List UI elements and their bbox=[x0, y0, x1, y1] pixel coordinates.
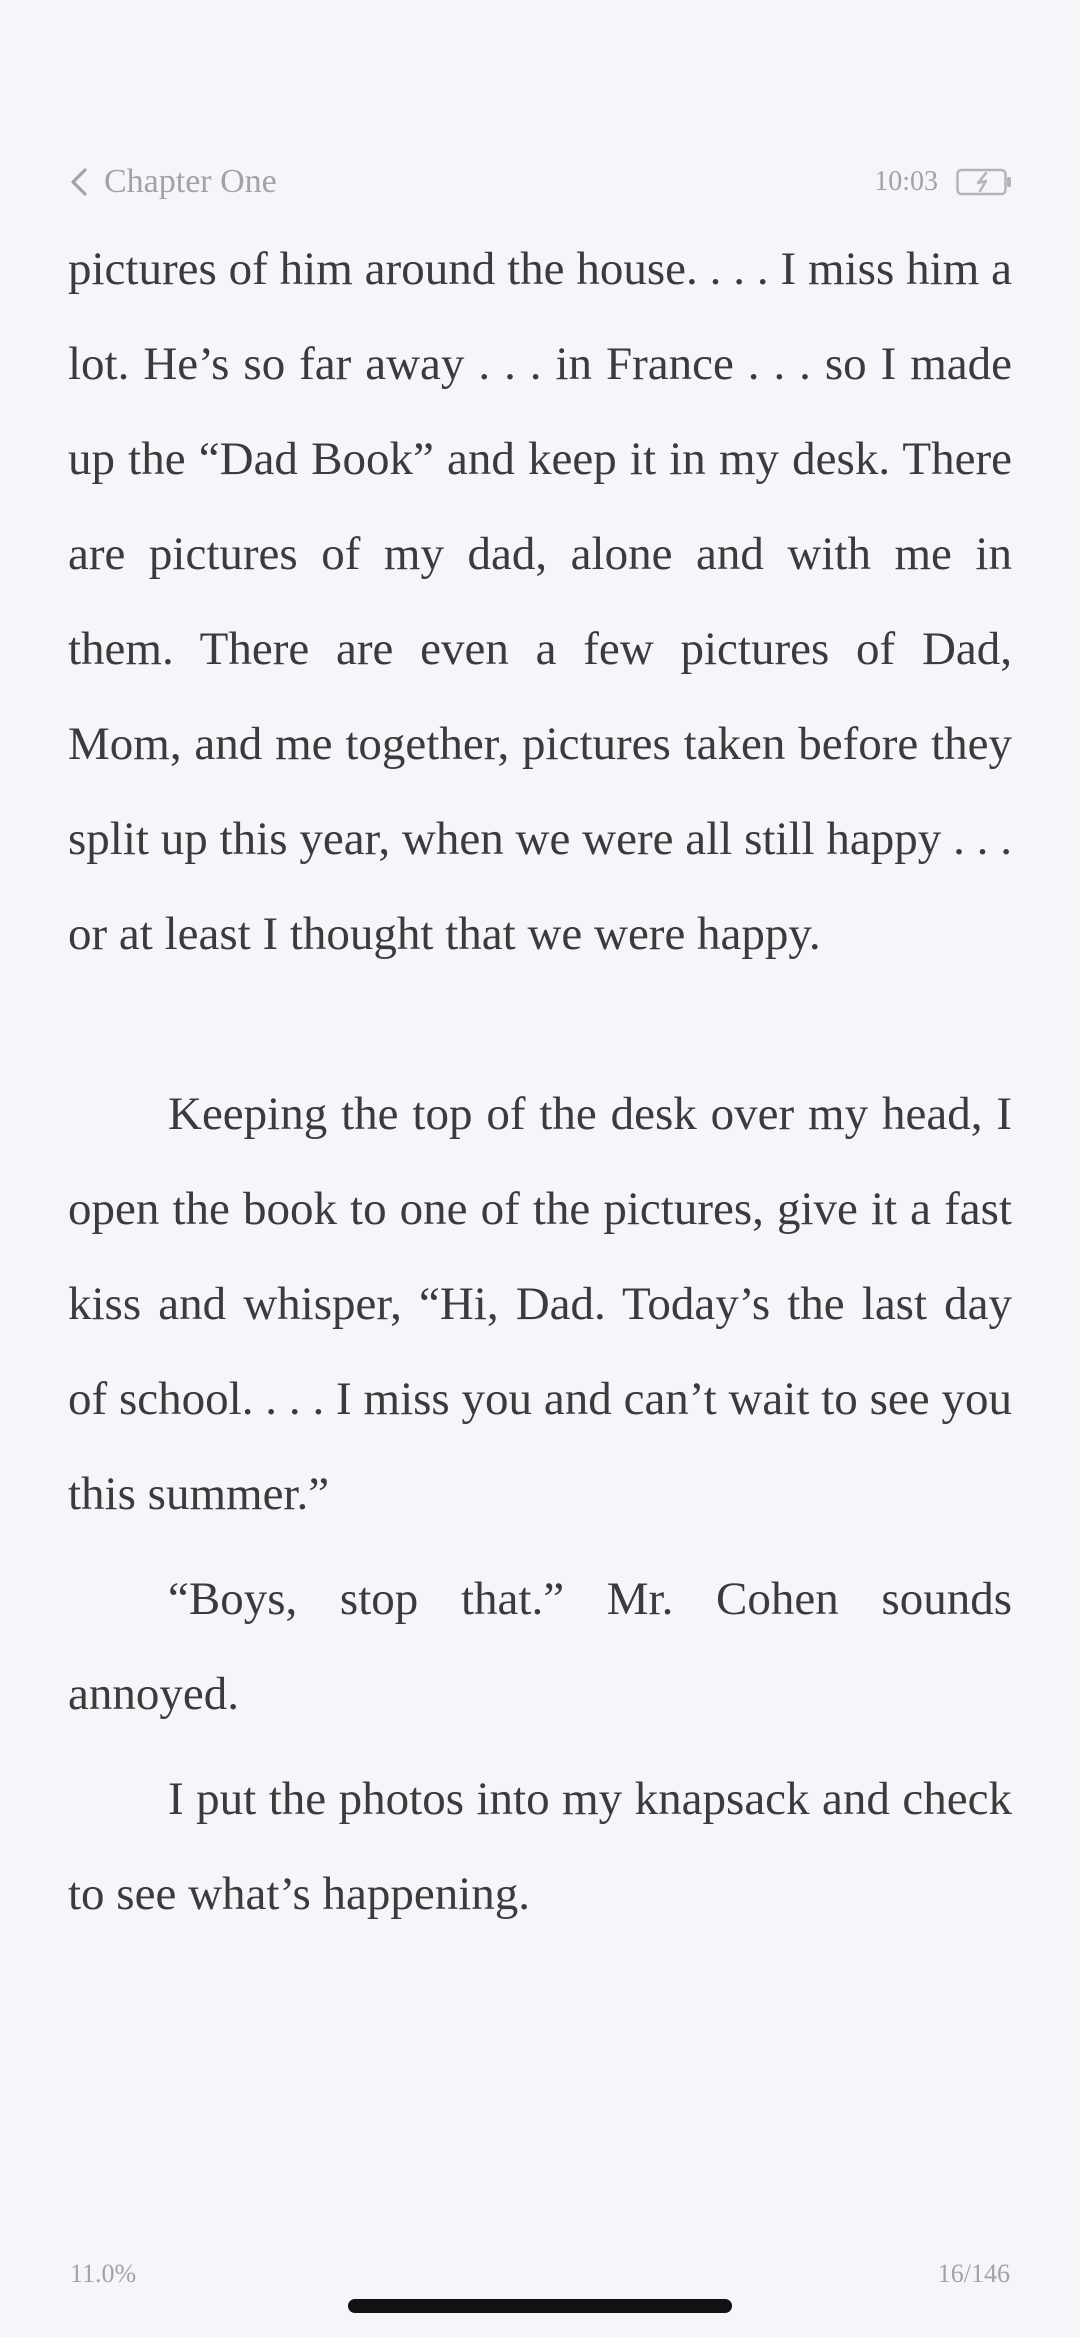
paragraph: I put the photos into my knapsack and check to see what’s happening. bbox=[68, 1773, 1012, 1920]
paragraph: pictures of him around the house. . . . I miss him a lot. He’s so far away . . . in France . . . so I made up the “Dad Book” and keep it in my desk. There are pictures of my dad, alone and with me in them. There are even a few pictures of Dad, Mom, and me together, pictures taken before they split up this year, when we were all still happy . . . or at least I thought that we were happy. bbox=[68, 243, 1012, 960]
chevron-left-icon bbox=[68, 167, 90, 197]
page-counter: 16/146 bbox=[937, 2259, 1010, 2288]
clock-time: 10:03 bbox=[874, 166, 938, 197]
reader-footer bbox=[70, 2259, 1010, 2289]
back-button[interactable] bbox=[68, 163, 277, 201]
battery-charging-icon bbox=[956, 167, 1012, 197]
reading-progress: 11.0% bbox=[70, 2259, 137, 2288]
paragraph: Keeping the top of the desk over my head, I open the book to one of the pictures, give it a fast kiss and whisper, “Hi, Dad. Today’s the last day of school. . . . I miss you and can’t wait to see you this summer.” bbox=[68, 1088, 1012, 1520]
home-indicator[interactable] bbox=[348, 2299, 732, 2313]
reading-content bbox=[68, 222, 1012, 1942]
paragraph: “Boys, stop that.” Mr. Cohen sounds annoyed. bbox=[68, 1573, 1012, 1720]
chapter-title: Chapter One bbox=[104, 163, 277, 200]
status-area bbox=[874, 166, 1012, 198]
reader-header bbox=[68, 152, 1012, 212]
